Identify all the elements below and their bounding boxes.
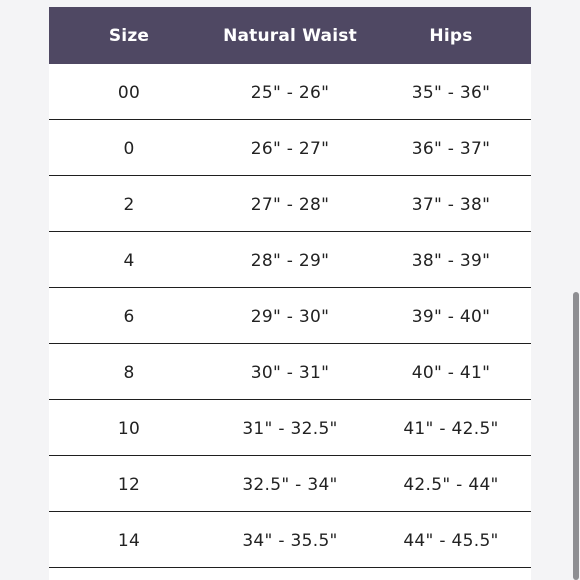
cell-size: 12	[117, 474, 141, 495]
table-row	[49, 232, 531, 288]
cell-hips: 37" - 38"	[411, 194, 491, 215]
table-body	[49, 64, 531, 568]
table-row	[49, 288, 531, 344]
cell-size: 10	[117, 418, 141, 439]
cell-waist: 34" - 35.5"	[242, 530, 338, 551]
cell-size: 00	[117, 82, 141, 103]
cell-waist: 26" - 27"	[250, 138, 330, 159]
scrollbar[interactable]	[572, 0, 580, 580]
cell-size: 2	[123, 194, 135, 215]
cell-size: 14	[117, 530, 141, 551]
cell-hips: 44" - 45.5"	[403, 530, 499, 551]
cell-hips: 39" - 40"	[411, 306, 491, 327]
cell-hips: 42.5" - 44"	[403, 474, 499, 495]
header-natural-waist: Natural Waist	[223, 25, 357, 46]
cell-waist: 28" - 29"	[250, 250, 330, 271]
table-row	[49, 400, 531, 456]
cell-hips: 36" - 37"	[411, 138, 491, 159]
table-row	[49, 120, 531, 176]
table-row	[49, 512, 531, 568]
cell-waist: 25" - 26"	[250, 82, 330, 103]
cell-size: 6	[123, 306, 135, 327]
cell-waist: 30" - 31"	[250, 362, 330, 383]
table-header-row	[49, 7, 531, 64]
table-row	[49, 456, 531, 512]
cell-hips: 40" - 41"	[411, 362, 491, 383]
cell-waist: 31" - 32.5"	[242, 418, 338, 439]
cell-size: 4	[123, 250, 135, 271]
size-chart-table	[49, 7, 531, 580]
table-row	[49, 344, 531, 400]
cell-waist: 27" - 28"	[250, 194, 330, 215]
cell-hips: 38" - 39"	[411, 250, 491, 271]
cell-size: 0	[123, 138, 135, 159]
header-size: Size	[108, 25, 150, 46]
cell-hips: 41" - 42.5"	[403, 418, 499, 439]
cell-waist: 32.5" - 34"	[242, 474, 338, 495]
cell-waist: 29" - 30"	[250, 306, 330, 327]
header-hips: Hips	[429, 25, 473, 46]
cell-size: 8	[123, 362, 135, 383]
cell-hips: 35" - 36"	[411, 82, 491, 103]
table-row	[49, 176, 531, 232]
scrollbar-thumb[interactable]	[573, 292, 579, 580]
table-row	[49, 64, 531, 120]
